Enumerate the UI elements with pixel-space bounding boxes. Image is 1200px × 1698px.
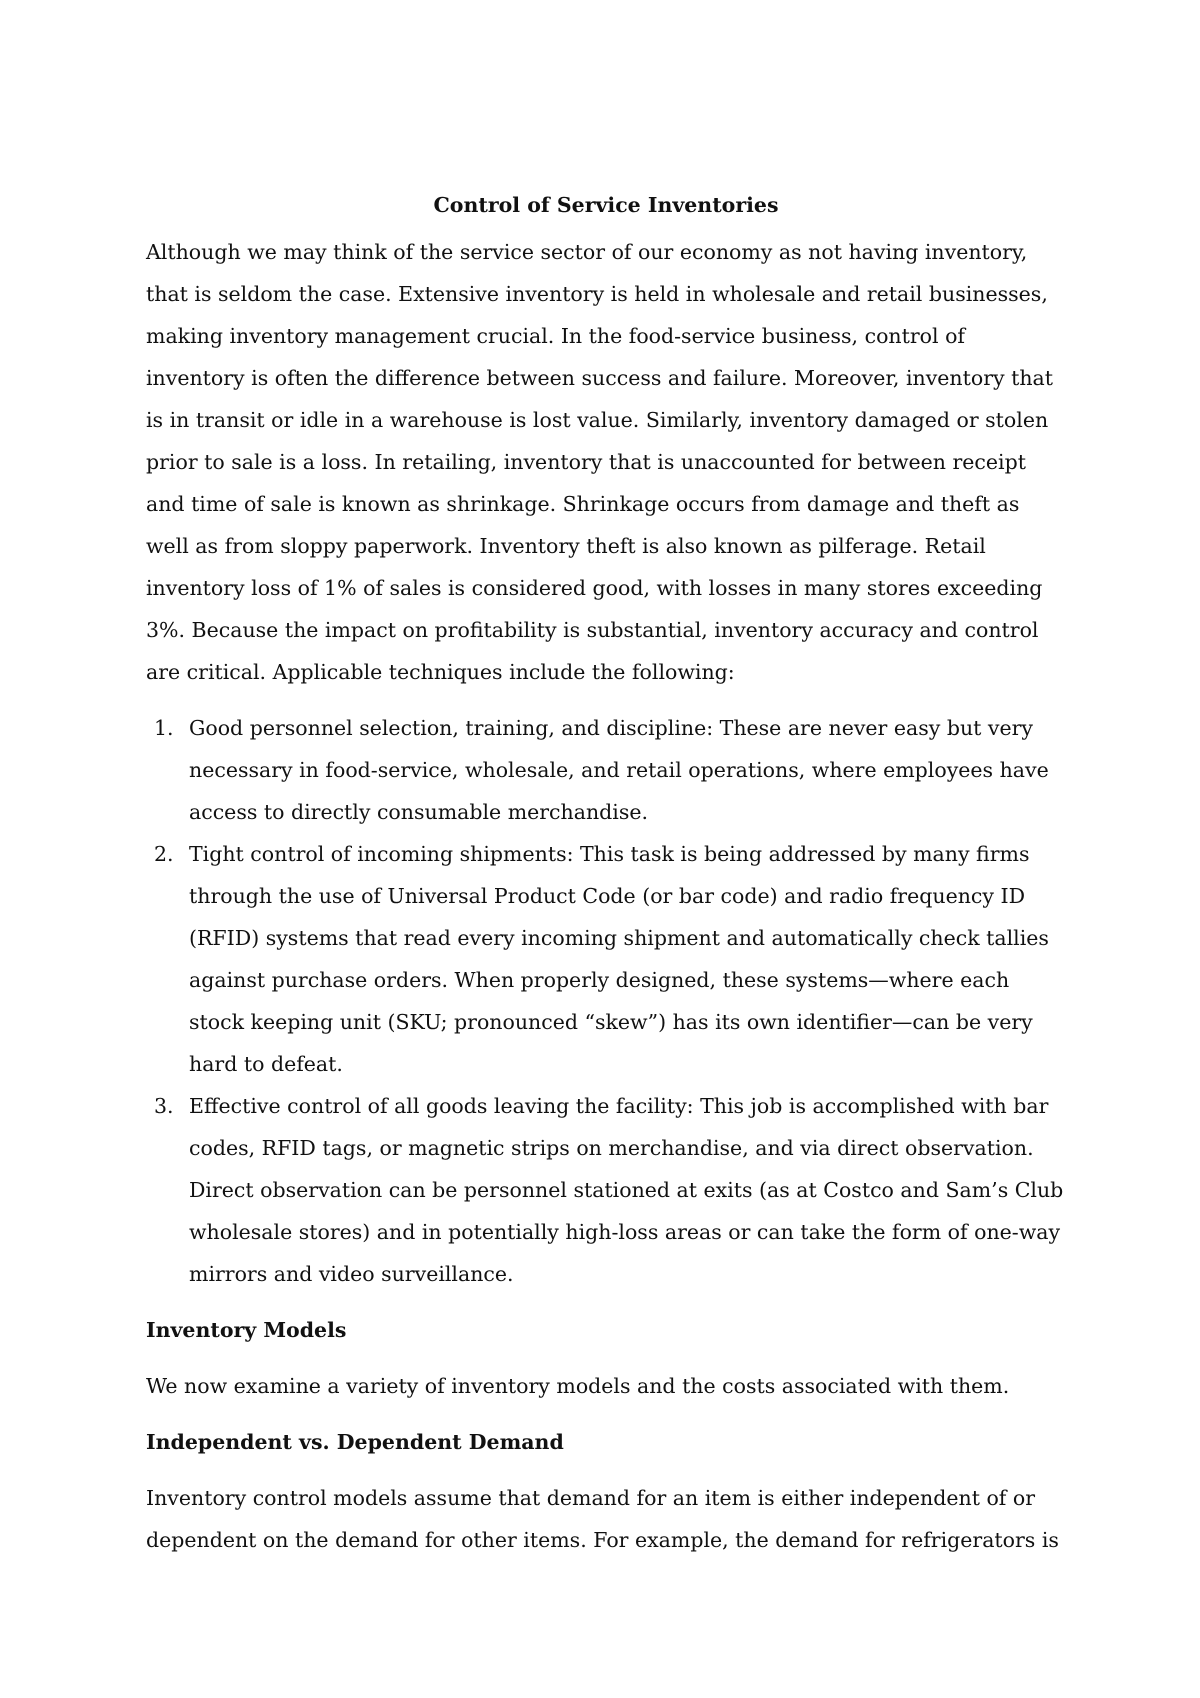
list-item-number: 2. [154, 842, 174, 866]
list-item-text: Tight control of incoming shipments: This task is being addressed by many firms through the use of Universal Product Code (or bar code) and radio frequency ID (RFID) systems that read every incoming shipment and automatically check tallies against purchase orders. When properly designed, these systems—where each stock keeping unit (SKU; pronounced “skew”) has its own identifier—can be very hard to defeat. [189, 842, 1049, 1076]
list-item [146, 833, 1066, 1085]
intro-paragraph: Although we may think of the service sector of our economy as not having inventory, that is seldom the case. Extensive inventory is held in wholesale and retail businesses, making inventory management crucial. In the food-service business, control of inventory is often the difference between success and failure. Moreover, inventory that is in transit or idle in a warehouse is lost value. Similarly, inventory damaged or stolen prior to sale is a loss. In retailing, inventory that is unaccounted for between receipt and time of sale is known as shrinkage. Shrinkage occurs from damage and theft as well as from sloppy paperwork. Inventory theft is also known as pilferage. Retail inventory loss of 1% of sales is considered good, with losses in many stores exceeding 3%. Because the impact on profitability is substantial, inventory accuracy and control are critical. Applicable techniques include the following: [146, 240, 1053, 684]
list-item-text: Good personnel selection, training, and discipline: These are never easy but very necessary in food-service, wholesale, and retail operations, where employees have access to directly consumable merchandise. [189, 716, 1049, 824]
demand-paragraph: Inventory control models assume that demand for an item is either independent of or dependent on the demand for other items. For example, the demand for refrigerators is [146, 1486, 1059, 1552]
document-title: Control of Service Inventories [433, 193, 779, 217]
list-item-number: 1. [154, 716, 174, 740]
techniques-list [146, 707, 1066, 1295]
inventory-models-heading: Inventory Models [146, 1318, 347, 1342]
list-item [146, 1085, 1066, 1295]
list-item-number: 3. [154, 1094, 174, 1118]
list-item-text: Effective control of all goods leaving the facility: This job is accomplished with bar codes, RFID tags, or magnetic strips on merchandise, and via direct observation. Direct observation can be personnel stationed at exits (as at Costco and Sam’s Club wholesale stores) and in potentially high-loss areas or can take the form of one-way mirrors and video surveillance. [189, 1094, 1064, 1286]
inventory-models-paragraph: We now examine a variety of inventory models and the costs associated with them. [146, 1374, 1010, 1398]
document-page [146, 185, 1066, 1575]
list-item [146, 707, 1066, 833]
demand-heading: Independent vs. Dependent Demand [146, 1430, 564, 1454]
